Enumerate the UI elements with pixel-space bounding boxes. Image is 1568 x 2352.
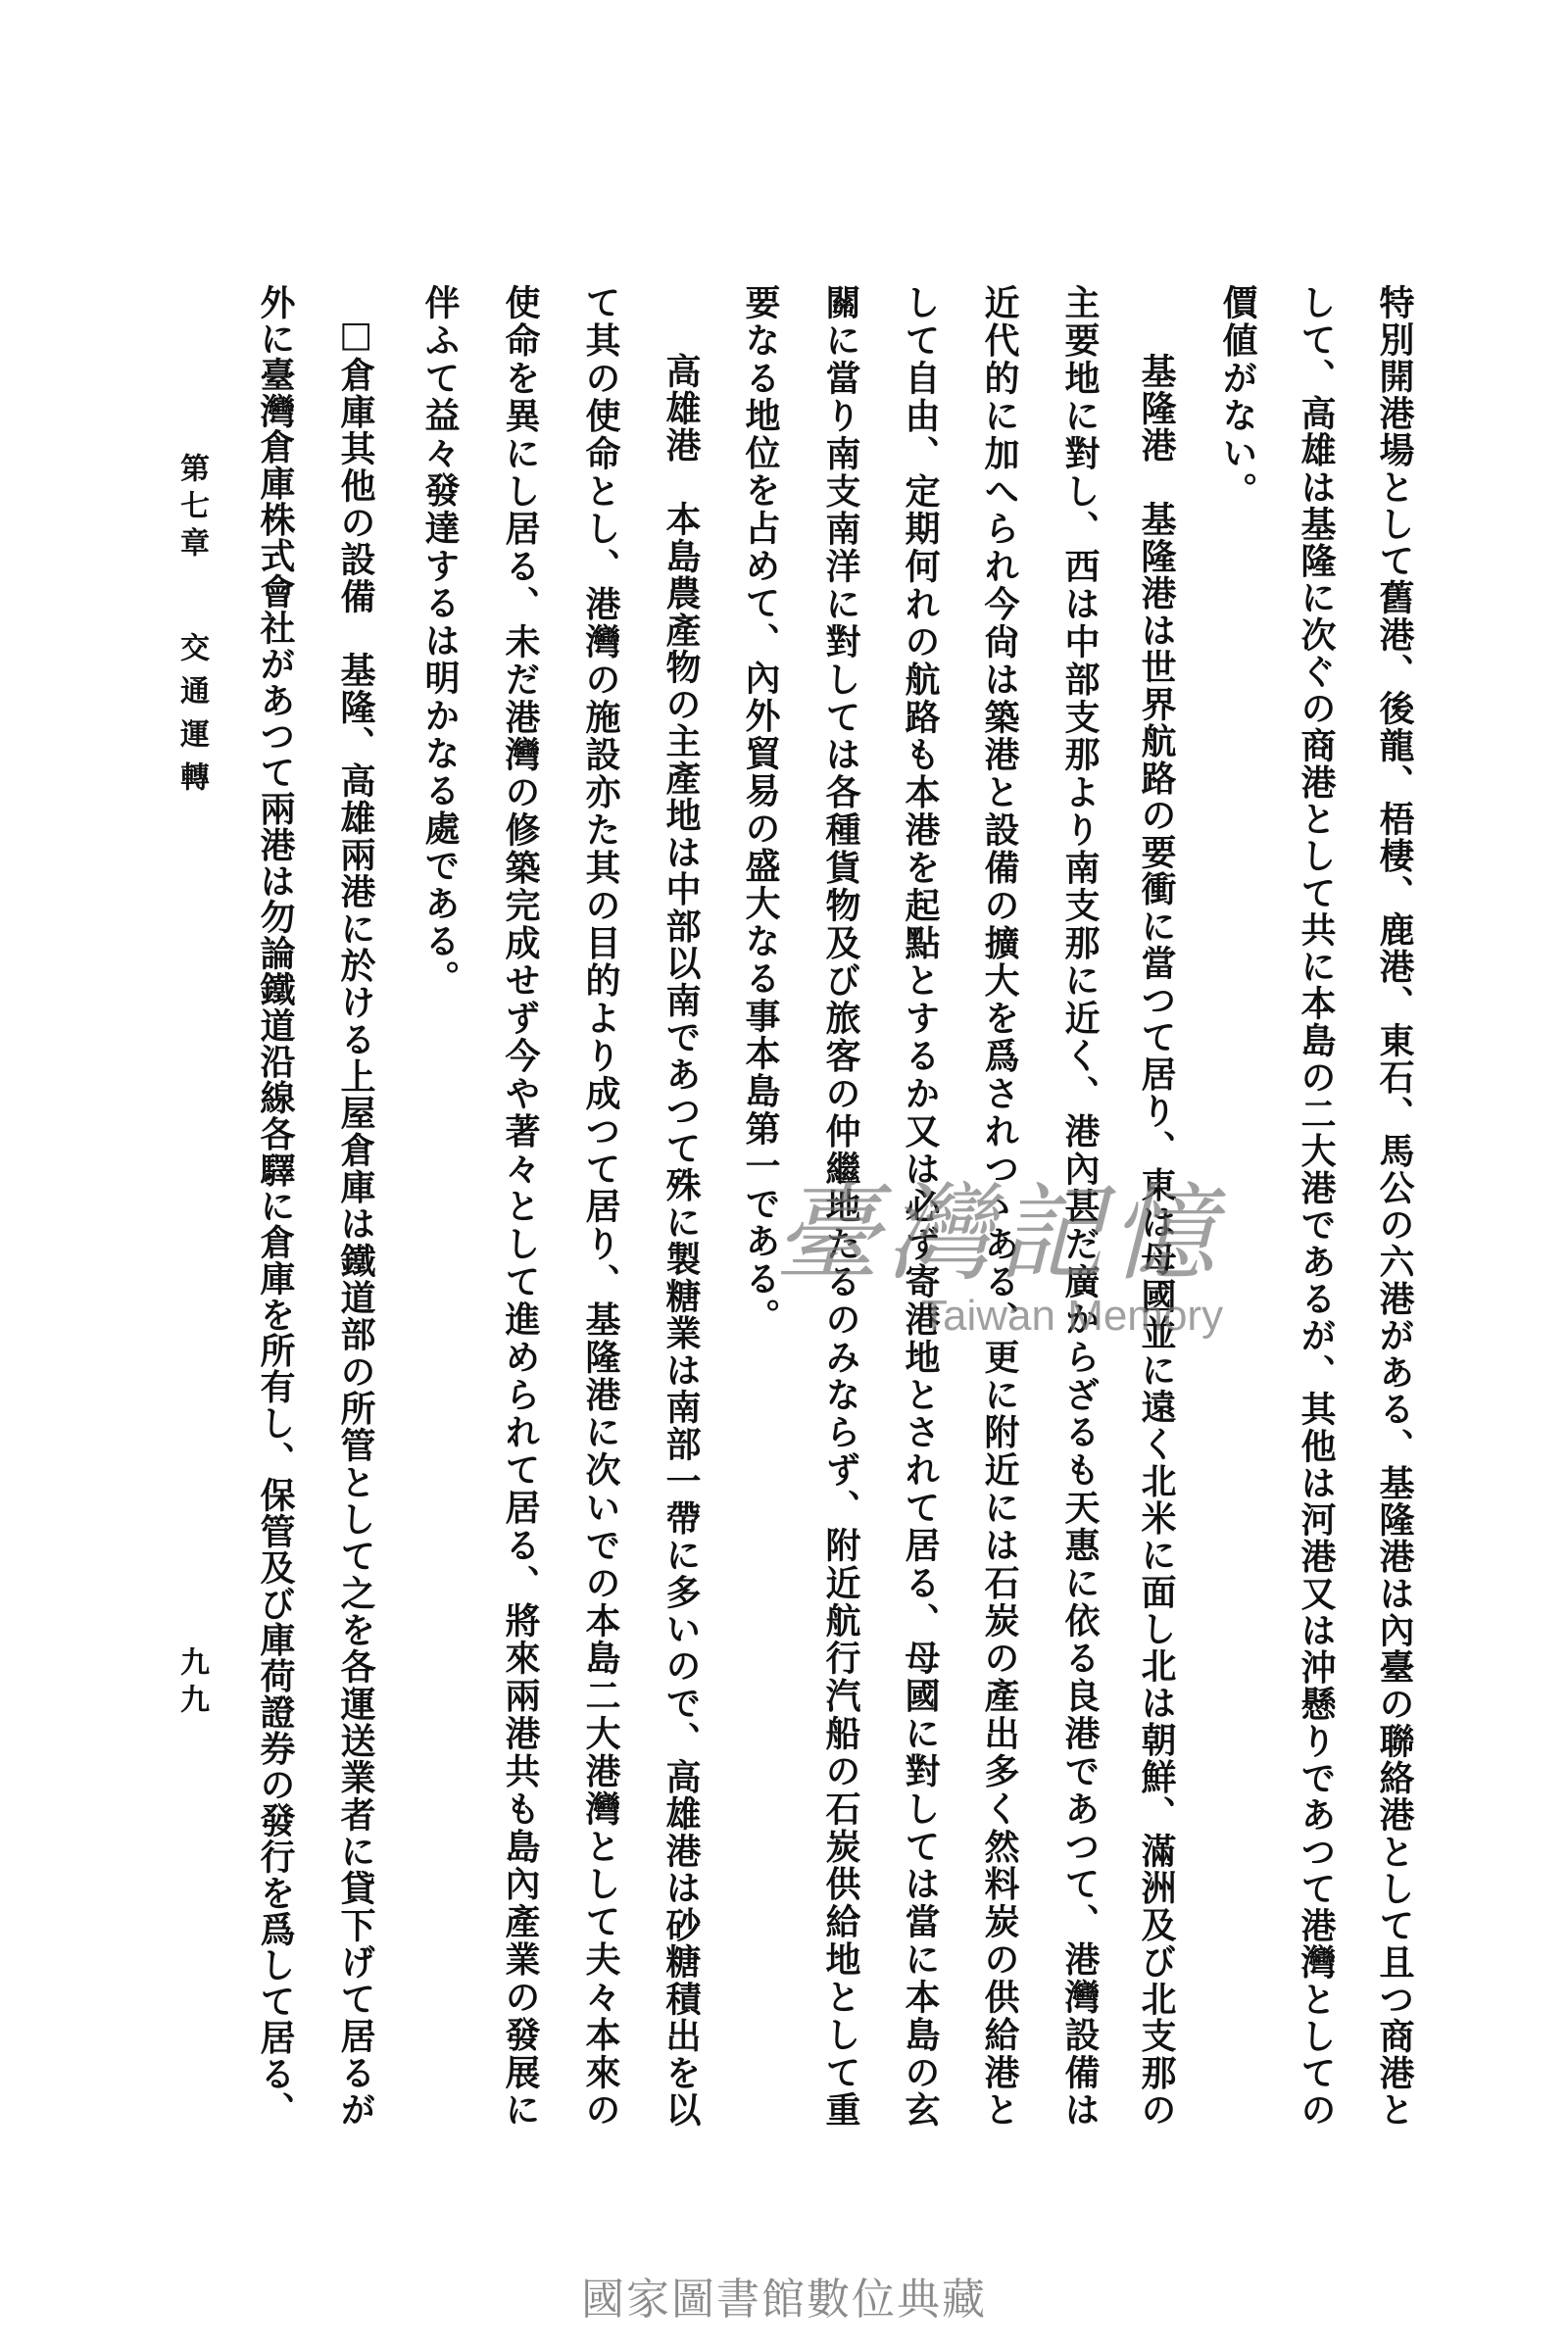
text-column: 要なる地位を占めて、內外貿易の盛大なる事本島第一である。 [740,284,781,1336]
text-column: して、高雄は基隆に次ぐの商港として共に本島の二大港であるが、其他は河港又は沖懸りであつて港灣としての [1296,284,1337,2127]
text-column: 近代的に加へられ今尙は築港と設備の擴大を爲されつゝある、更に附近には石炭の產出多く然料炭の供給港と [979,284,1020,2127]
section-keelung-port: 基隆港 基隆港は世界航路の要衝に當つて居り、東は母國並に遠く北米に面し北は朝鮮、滿洲及び北支那の [1136,353,1177,2127]
section-warehouses: □倉庫其他の設備 基隆、高雄兩港に於ける上屋倉庫は鐵道部の所管として之を各運送業者に貸下げて居るが [335,314,376,2127]
text-column: 使命を異にし居る、未だ港灣の修築完成せず今や著々として進められて居る、將來兩港共も島內產業の發展に [500,284,541,2127]
text-column: て其の使命とし、港灣の施設亦た其の目的より成つて居り、基隆港に次いでの本島二大港灣として夫々本來の [580,284,621,2128]
running-header-title: 交通運轉 [174,632,209,805]
text-column: して自由、定期何れの航路も本港を起點とするか又は必ず寄港地とされて居る、母國に對しては當に本島の玄 [900,284,941,2127]
text-column: 價値がない。 [1217,284,1258,510]
page-number: 九九 [174,1646,209,1721]
text-column: 特別開港場として舊港、後龍、梧棲、鹿港、東石、馬公の六港がある、基隆港は內臺の聯絡港として且つ商港と [1374,284,1415,2128]
watermark-logo-text: 臺灣記憶 [774,1173,1222,1296]
footer-credit: 國家圖書館數位典藏 [581,2275,987,2325]
text-column: 主要地に對し、西は中部支那より南支那に近く、港內甚だ廣からざるも天惠に依る良港であつて、港灣設備は [1059,284,1101,2127]
running-header-chapter: 第七章 [174,453,209,564]
watermark-english-text: Taiwan Memory [921,1292,1224,1340]
text-column: 外に臺灣倉庫株式會社があつて兩港は勿論鐵道沿線各驛に倉庫を所有し、保管及び庫荷證券の發行を爲して居る、 [255,284,296,2128]
text-column: 伴ふて益々發達するは明かなる處である。 [419,284,461,998]
text-column: 關に當り南支南洋に對しては各種貨物及び旅客の仲繼地たるのみならず、附近航行汽船の石炭供給地として重 [820,284,861,2128]
section-kaohsiung-port: 高雄港 本島農產物の主產地は中部以南であつて殊に製糖業は南部一帶に多いので、高雄港は砂糖積出を以 [661,353,702,2127]
